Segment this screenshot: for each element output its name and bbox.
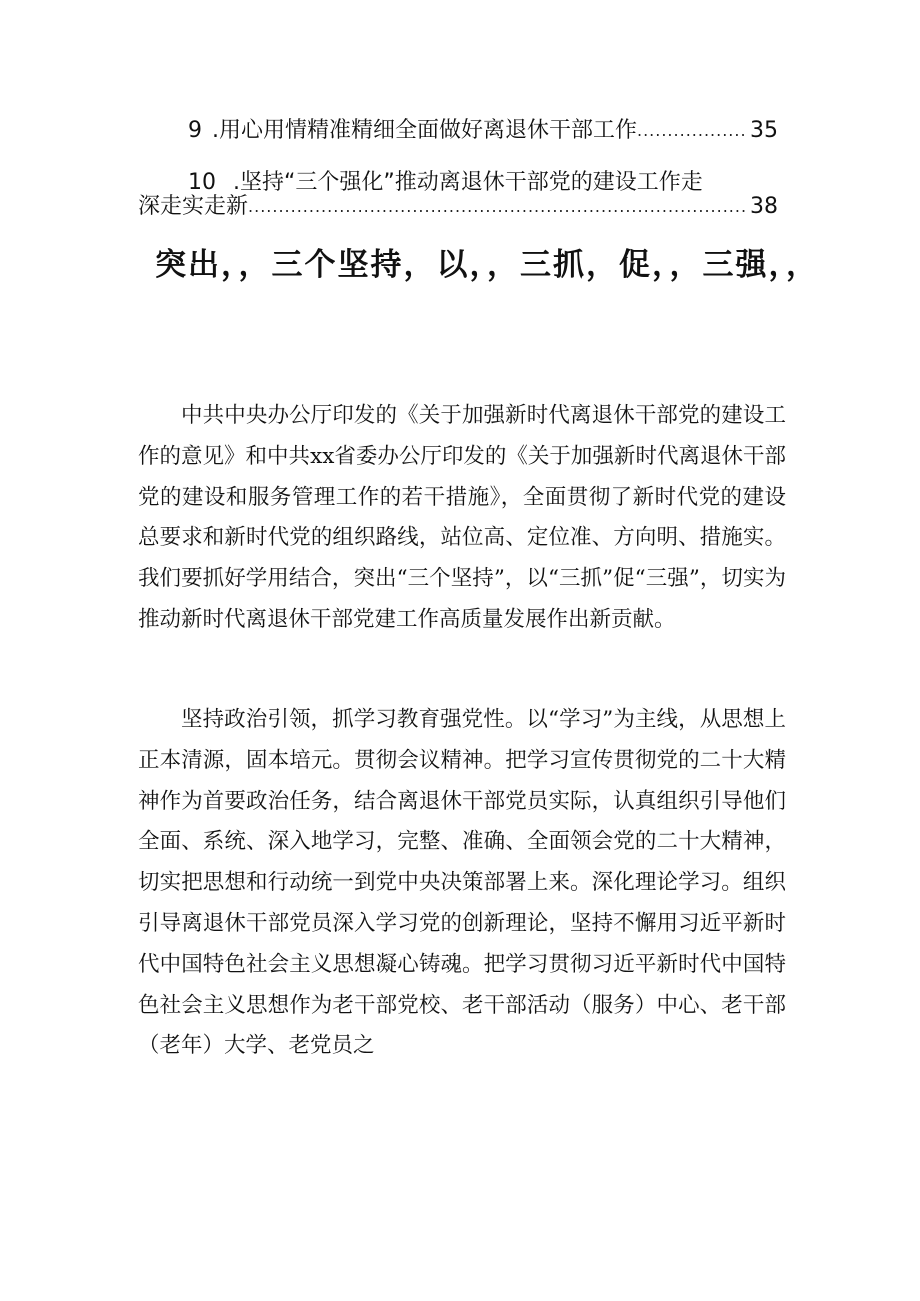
- body-paragraph-1: [138, 396, 786, 641]
- toc-item-number: 9: [188, 118, 202, 143]
- toc-item-title-continued: 深走实走新: [138, 194, 249, 219]
- toc-item-number: 10: [188, 170, 216, 195]
- toc-item-title: .用心用情精准精细全面做好离退休干部工作: [212, 118, 637, 143]
- section-heading: 突出，，三个坚持，以，，三抓，促，，三强，，: [155, 247, 819, 283]
- toc-item-10-continued[interactable]: [138, 192, 778, 222]
- body-paragraph-2: [138, 700, 786, 1067]
- toc-item-9[interactable]: [188, 116, 778, 146]
- toc-item-title: .坚持“三个强化”推动离退休干部党的建设工作走: [233, 170, 703, 195]
- toc-leader-dots: [637, 116, 748, 146]
- toc-page-number: 35: [750, 118, 778, 143]
- toc-page-number: 38: [750, 194, 778, 219]
- paragraph-text: 坚持政治引领，抓学习教育强党性。以“学习”为主线，从思想上正本清源，固本培元。贯彻会议精神。把学习宣传贯彻党的二十大精神作为首要政治任务，结合离退休干部党员实际，认真组织引导他们全面、系统、深入地学习，完整、准确、全面领会党的二十大精神，切实把思想和行动统一到党中央决策部署上来。深化理论学习。组织引导离退休干部党员深入学习党的创新理论，坚持不懈用习近平新时代中国特色社会主义思想凝心铸魂。把学习贯彻习近平新时代中国特色社会主义思想作为老干部党校、老干部活动（服务）中心、老干部（老年）大学、老党员之: [138, 707, 786, 1059]
- toc-leader-dots: [248, 192, 748, 222]
- paragraph-text: 中共中央办公厅印发的《关于加强新时代离退休干部党的建设工作的意见》和中共xx省委办公厅印发的《关于加强新时代离退休干部党的建设和服务管理工作的若干措施》，全面贯彻了新时代党的建设总要求和新时代党的组织路线，站位高、定位准、方向明、措施实。我们要抓好学用结合，突出“三个坚持”，以“三抓”促“三强”，切实为推动新时代离退休干部党建工作高质量发展作出新贡献。: [138, 403, 786, 632]
